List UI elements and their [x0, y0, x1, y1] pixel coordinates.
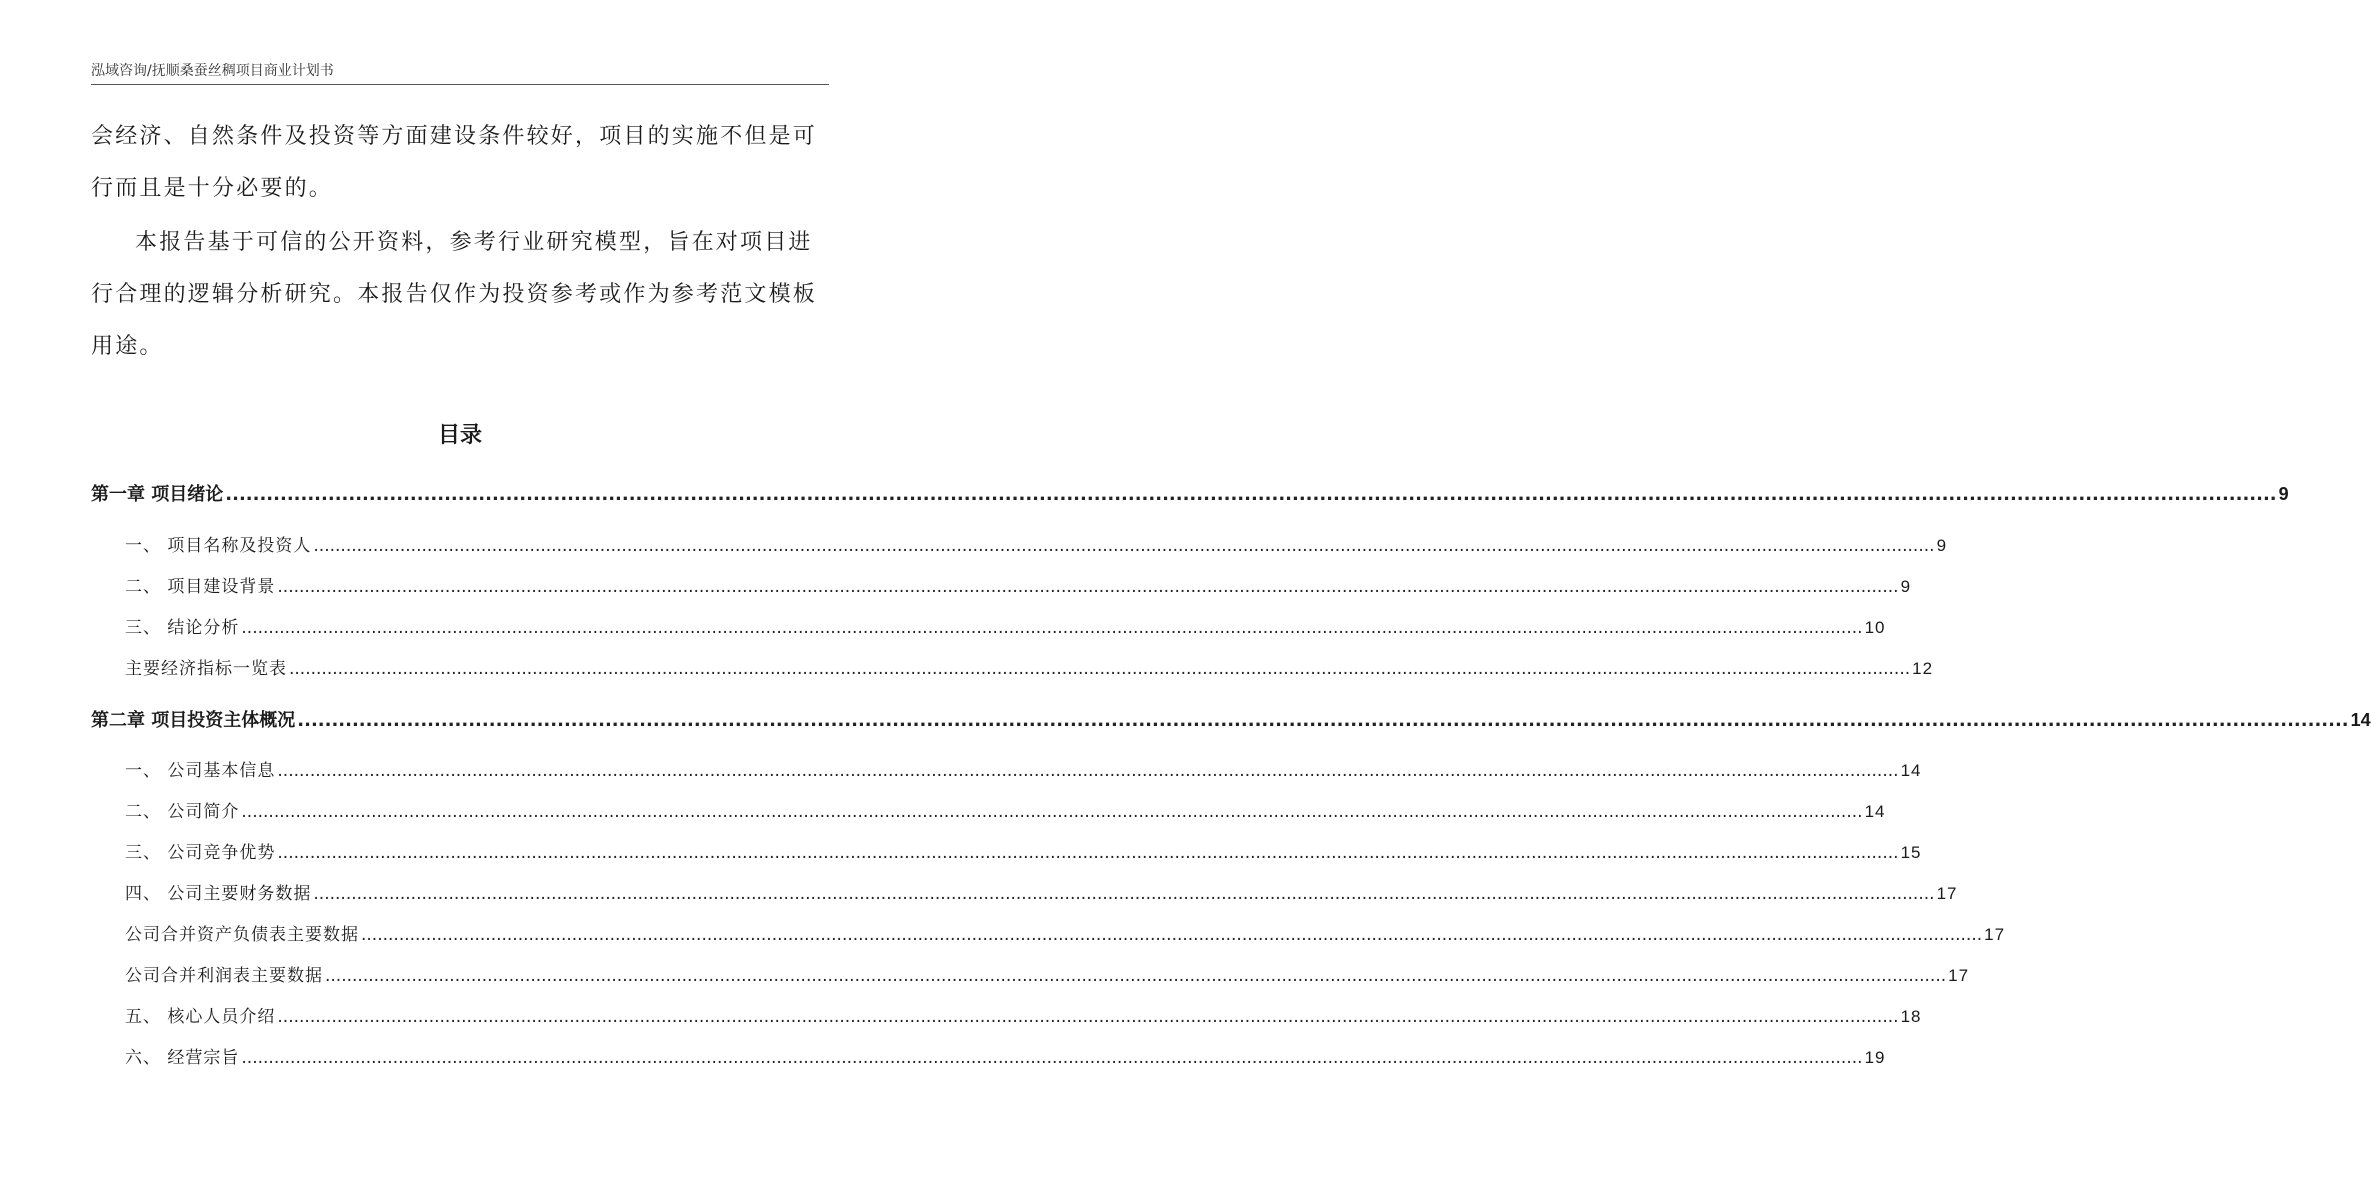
toc-leader-dots: ............................................................................................................................................................................................................................................................................................................ [277, 843, 1899, 863]
body-paragraph-1: 会经济、自然条件及投资等方面建设条件较好，项目的实施不但是可行而且是十分必要的。 [91, 124, 818, 201]
toc-page-number: 10 [1864, 618, 1886, 637]
toc-section[interactable] [91, 610, 1886, 646]
toc-section[interactable] [91, 528, 1948, 564]
toc-entry-label: 一、 公司基本信息 [125, 761, 276, 781]
toc-page-number: 18 [1900, 1007, 1922, 1026]
toc-page-number: 9 [1900, 577, 1912, 596]
toc-section[interactable] [91, 651, 1934, 687]
toc-section[interactable] [91, 794, 1886, 830]
toc-page-number: 9 [1936, 536, 1948, 555]
toc-leader-dots: ............................................................................................................................................................................................................................................................................................................ [241, 802, 1863, 822]
toc-leader-dots: ............................................................................................................................................................................................................................................................................................................ [277, 1007, 1899, 1027]
toc-entry-label: 二、 公司简介 [125, 802, 240, 822]
toc-section[interactable] [91, 876, 1958, 912]
toc-leader-dots: ............................................................................................................................................................................................................................................................................................................ [313, 884, 1935, 904]
toc-section[interactable] [91, 917, 2006, 953]
toc-entry-label: 二、 项目建设背景 [125, 577, 276, 597]
toc-page-number: 12 [1912, 659, 1934, 678]
toc-entry-label: 主要经济指标一览表 [125, 659, 287, 679]
toc-entry-label: 第一章 项目绪论 [91, 484, 224, 505]
toc-section[interactable] [91, 753, 1922, 789]
toc-entry-label: 六、 经营宗旨 [125, 1048, 240, 1068]
toc-leader-dots: ............................................................................................................................................................................................................................................................................................................ [289, 659, 1911, 679]
toc-leader-dots: ............................................................................................................................................................................................................................................................................................................ [241, 618, 1863, 638]
toc-leader-dots: ............................................................................................................................................................................................................................................................................................................ [225, 484, 2277, 505]
toc-page-number: 9 [2278, 484, 2289, 504]
toc-entry-label: 公司合并利润表主要数据 [125, 966, 323, 986]
toc-chapter-2[interactable] [91, 700, 2371, 740]
toc-entry-label: 第二章 项目投资主体概况 [91, 710, 296, 731]
toc-leader-dots: ............................................................................................................................................................................................................................................................................................................ [277, 761, 1899, 781]
toc-section[interactable] [91, 999, 1922, 1035]
toc-leader-dots: ............................................................................................................................................................................................................................................................................................................ [297, 710, 2349, 731]
toc-section[interactable] [91, 569, 1912, 605]
toc-page-number: 17 [1936, 884, 1958, 903]
running-header: 泓域咨询/抚顺桑蚕丝稠项目商业计划书 [91, 63, 334, 79]
toc-section[interactable] [91, 1040, 1886, 1076]
toc-page-number: 14 [2350, 710, 2371, 730]
toc-page-number: 15 [1900, 843, 1922, 862]
toc-section[interactable] [91, 958, 1970, 994]
toc-entry-label: 三、 公司竞争优势 [125, 843, 276, 863]
toc-chapter-1[interactable] [91, 474, 2289, 514]
body-paragraph-2: 本报告基于可信的公开资料，参考行业研究模型，旨在对项目进行合理的逻辑分析研究。本报告仅作为投资参考或作为参考范文模板用途。 [91, 230, 818, 359]
toc-section[interactable] [91, 835, 1922, 871]
toc-page-number: 19 [1864, 1048, 1886, 1067]
toc-leader-dots: ............................................................................................................................................................................................................................................................................................................ [361, 925, 1983, 945]
toc-page-number: 17 [1948, 966, 1970, 985]
toc-leader-dots: ............................................................................................................................................................................................................................................................................................................ [241, 1048, 1863, 1068]
toc-page-number: 14 [1900, 761, 1922, 780]
toc-leader-dots: ............................................................................................................................................................................................................................................................................................................ [313, 536, 1935, 556]
toc-entry-label: 三、 结论分析 [125, 618, 240, 638]
toc-entry-label: 五、 核心人员介绍 [125, 1007, 276, 1027]
toc-entry-label: 一、 项目名称及投资人 [125, 536, 312, 556]
toc-entry-label: 四、 公司主要财务数据 [125, 884, 312, 904]
toc-entry-label: 公司合并资产负债表主要数据 [125, 925, 359, 945]
toc-page-number: 14 [1864, 802, 1886, 821]
header-divider [91, 84, 829, 85]
toc-title: 目录 [437, 423, 482, 448]
toc-leader-dots: ............................................................................................................................................................................................................................................................................................................ [325, 966, 1947, 986]
toc-page-number: 17 [1984, 925, 2006, 944]
toc-leader-dots: ............................................................................................................................................................................................................................................................................................................ [277, 577, 1899, 597]
